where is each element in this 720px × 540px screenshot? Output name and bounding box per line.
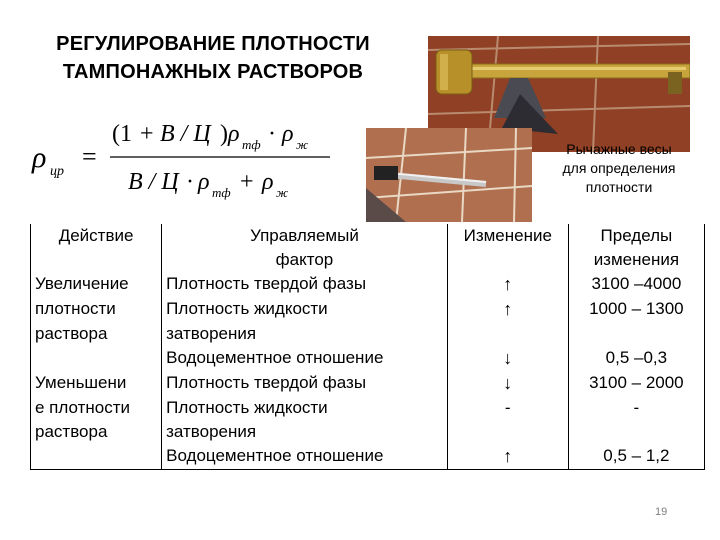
title-line-2: ТАМПОНАЖНЫХ РАСТВОРОВ <box>62 61 364 83</box>
formula-num-dot: · <box>268 121 276 147</box>
action-cell: раствора <box>31 420 162 444</box>
formula-den-sub-tf: тф <box>212 185 231 200</box>
formula-num-ratio: В / Ц <box>160 121 211 147</box>
limits-cell <box>568 322 704 346</box>
header-factor-line-1: Управляемый <box>250 226 359 245</box>
change-cell <box>447 444 568 470</box>
formula-den-rho-tf: ρ <box>198 169 210 195</box>
table-row <box>31 420 705 444</box>
formula-num-plus: + <box>140 121 154 147</box>
action-cell <box>31 346 162 371</box>
limits-cell <box>568 420 704 444</box>
formula-num-open: (1 <box>112 121 132 147</box>
formula-num-sub-zh: ж <box>296 137 309 152</box>
arrow-up-icon: ↑ <box>503 299 513 319</box>
table-row <box>31 297 705 322</box>
formula-den-rho-zh: ρ <box>262 169 274 195</box>
header-factor-line-2: фактор <box>275 250 334 269</box>
caption-line-2: для определения <box>562 160 676 176</box>
table-row <box>31 371 705 396</box>
action-cell: плотности <box>31 297 162 322</box>
factor-cell: Водоцементное отношение <box>162 444 448 470</box>
formula-lhs-rho: ρ <box>32 141 47 174</box>
action-cell: Уменьшени <box>31 371 162 396</box>
lever-balance-on-tiles-photo <box>366 128 532 222</box>
factor-cell: затворения <box>162 420 448 444</box>
table-row <box>31 444 705 470</box>
limits-cell: 3100 –4000 <box>568 272 704 297</box>
action-cell: раствора <box>31 322 162 346</box>
action-cell <box>31 444 162 470</box>
change-cell <box>447 346 568 371</box>
table-row <box>31 396 705 420</box>
change-cell <box>447 322 568 346</box>
limits-cell: 0,5 –0,3 <box>568 346 704 371</box>
limits-cell: 3100 – 2000 <box>568 371 704 396</box>
title-line-1: РЕГУЛИРОВАНИЕ ПЛОТНОСТИ <box>56 33 370 55</box>
limits-cell: 1000 – 1300 <box>568 297 704 322</box>
action-cell: Увеличение <box>31 272 162 297</box>
header-limits <box>568 224 704 272</box>
page-number: 19 <box>655 506 668 518</box>
header-change: Изменение <box>447 224 568 272</box>
regulation-table <box>30 224 705 470</box>
header-factor <box>162 224 448 272</box>
factor-cell: Плотность жидкости <box>162 396 448 420</box>
limits-cell: 0,5 – 1,2 <box>568 444 704 470</box>
arrow-up-icon: ↑ <box>503 446 513 466</box>
header-row <box>31 224 705 272</box>
density-formula <box>30 105 380 215</box>
change-cell <box>447 371 568 396</box>
formula-lhs-sub: цр <box>50 164 64 179</box>
formula-num-rho-tf: ρ <box>228 121 240 147</box>
factor-cell: Плотность жидкости <box>162 297 448 322</box>
header-limits-line-2: изменения <box>593 250 680 269</box>
formula-den-ratio: В / Ц <box>128 169 179 195</box>
factor-cell: Плотность твердой фазы <box>162 272 448 297</box>
action-cell: е плотности <box>31 396 162 420</box>
factor-cell: затворения <box>162 322 448 346</box>
factor-cell: Плотность твердой фазы <box>162 371 448 396</box>
formula-num-rho-zh: ρ <box>282 121 294 147</box>
arrow-down-icon: ↓ <box>503 373 513 393</box>
change-cell <box>447 297 568 322</box>
formula-num-close: ) <box>220 121 228 147</box>
formula-num-sub-tf: тф <box>242 137 261 152</box>
arrow-down-icon: ↓ <box>503 348 513 368</box>
change-cell <box>447 272 568 297</box>
factor-cell: Водоцементное отношение <box>162 346 448 371</box>
limits-cell: - <box>568 396 704 420</box>
table-row <box>31 346 705 371</box>
caption-line-3: плотности <box>585 179 653 195</box>
arrow-up-icon: ↑ <box>503 274 513 294</box>
formula-den-plus: + <box>240 169 254 195</box>
change-cell: - <box>447 396 568 420</box>
header-limits-line-1: Пределы <box>600 226 673 245</box>
photo-caption <box>534 140 704 197</box>
caption-line-1: Рычажные весы <box>566 141 672 157</box>
header-action: Действие <box>31 224 162 272</box>
table-row <box>31 322 705 346</box>
formula-den-sub-zh: ж <box>276 185 289 200</box>
change-cell <box>447 420 568 444</box>
formula-den-dot: · <box>186 169 194 195</box>
table-row <box>31 272 705 297</box>
slide-title <box>8 30 418 86</box>
formula-equals: = <box>82 142 97 171</box>
